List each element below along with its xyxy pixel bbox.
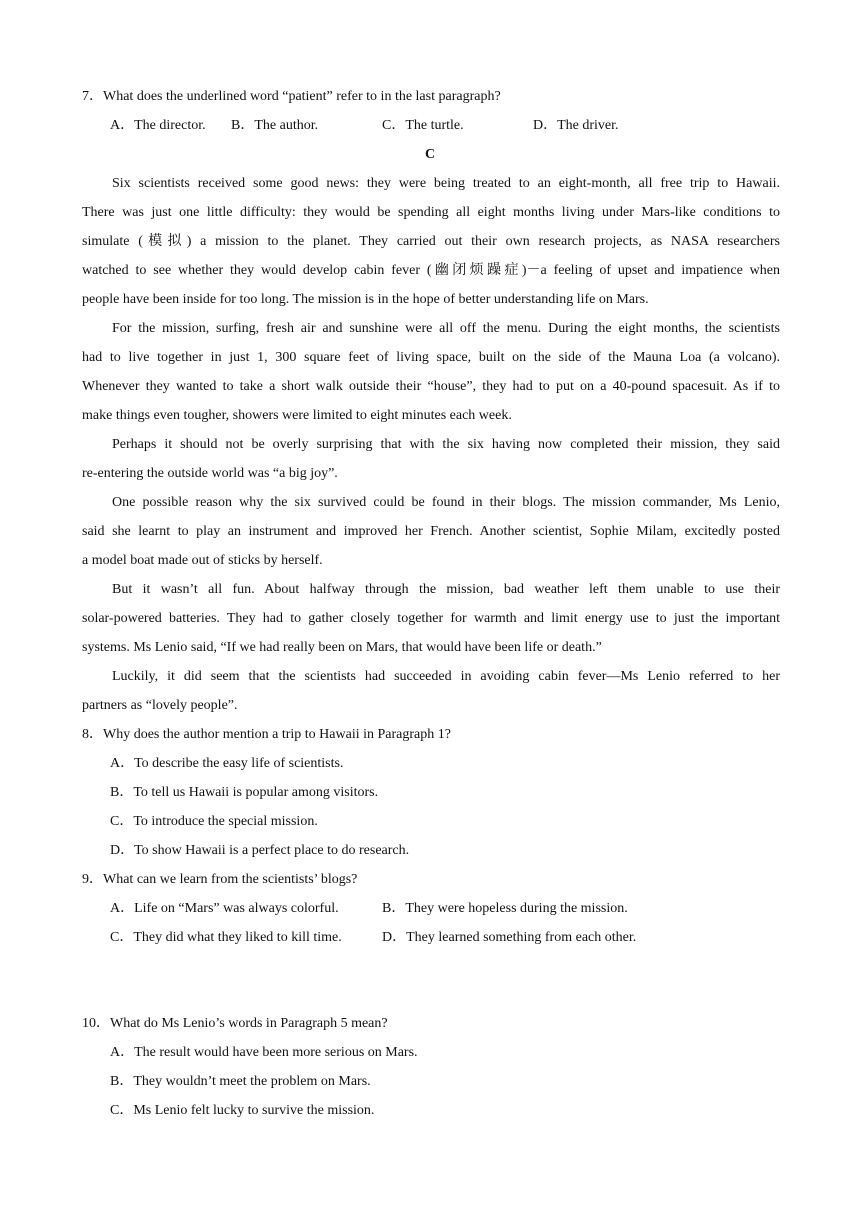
section-title: C <box>424 147 436 162</box>
q10-option-b: B．They wouldn’t meet the problem on Mars. <box>110 1074 371 1089</box>
passage-p2-line2: had to live together in just 1, 300 square feet of living space, built on the side of the Mauna Loa (a volcano). <box>82 350 780 365</box>
q8-option-d: D．To show Hawaii is a perfect place to do research. <box>110 843 410 858</box>
passage-p5-line1: But it wasn’t all fun. About halfway through the mission, bad weather left them unable to use their <box>112 582 780 597</box>
q9-option-b: B．They were hopeless during the mission. <box>382 901 628 916</box>
q7-option-d: D．The driver. <box>533 118 619 133</box>
q10-stem: 10．What do Ms Lenio’s words in Paragraph 5 mean? <box>82 1016 388 1031</box>
q7-option-b: B．The author. <box>231 118 319 133</box>
q8-option-a: A．To describe the easy life of scientists. <box>110 756 344 771</box>
q8-stem: 8．Why does the author mention a trip to Hawaii in Paragraph 1? <box>82 727 451 742</box>
passage-p2-line4: make things even tougher, showers were limited to eight minutes each week. <box>82 408 512 423</box>
q8-option-b: B．To tell us Hawaii is popular among visitors. <box>110 785 379 800</box>
passage-p3-line1: Perhaps it should not be overly surprising that with the six having now completed their mission, they said <box>112 437 780 452</box>
passage-p6-line2: partners as “lovely people”. <box>82 698 238 713</box>
q7-option-a: A．The director. <box>110 118 206 133</box>
q9-option-c: C．They did what they liked to kill time. <box>110 930 342 945</box>
passage-p1-line3: simulate (模拟) a mission to the planet. They carried out their own research projects, as NASA researchers <box>82 234 780 249</box>
passage-p4-line2: said she learnt to play an instrument and improved her French. Another scientist, Sophie Milam, excitedly posted <box>82 524 780 539</box>
q9-stem: 9．What can we learn from the scientists’ blogs? <box>82 872 358 887</box>
q7-option-c: C．The turtle. <box>382 118 464 133</box>
passage-p5-line2: solar-powered batteries. They had to gather closely together for warmth and limit energy use to just the important <box>82 611 780 626</box>
passage-p4-line1: One possible reason why the six survived could be found in their blogs. The mission commander, Ms Lenio, <box>112 495 780 510</box>
passage-p1-line2: There was just one little difficulty: they would be spending all eight months living under Mars-like conditions to <box>82 205 780 220</box>
q8-option-c: C．To introduce the special mission. <box>110 814 318 829</box>
passage-p6-line1: Luckily, it did seem that the scientists had succeeded in avoiding cabin fever—Ms Lenio referred to her <box>112 669 780 684</box>
passage-p1-line4: watched to see whether they would develop cabin fever (幽闭烦躁症)－a feeling of upset and impatience when <box>82 263 780 278</box>
passage-p2-line3: Whenever they wanted to take a short walk outside their “house”, they had to put on a 40-pound spacesuit. As if to <box>82 379 780 394</box>
passage-p2-line1: For the mission, surfing, fresh air and sunshine were all off the menu. During the eight months, the scientists <box>112 321 780 336</box>
q7-stem: 7．What does the underlined word “patient” refer to in the last paragraph? <box>82 89 501 104</box>
q9-option-d: D．They learned something from each other. <box>382 930 637 945</box>
passage-p5-line3: systems. Ms Lenio said, “If we had really been on Mars, that would have been life or death.” <box>82 640 602 655</box>
q10-option-c: C．Ms Lenio felt lucky to survive the mission. <box>110 1103 375 1118</box>
q9-option-a: A．Life on “Mars” was always colorful. <box>110 901 339 916</box>
passage-p4-line3: a model boat made out of sticks by herself. <box>82 553 323 568</box>
q10-option-a: A．The result would have been more serious on Mars. <box>110 1045 418 1060</box>
passage-p3-line2: re-entering the outside world was “a big joy”. <box>82 466 338 481</box>
passage-p1-line5: people have been inside for too long. The mission is in the hope of better understanding life on Mars. <box>82 292 649 307</box>
passage-p1-line1: Six scientists received some good news: they were being treated to an eight-month, all free trip to Hawaii. <box>112 176 780 191</box>
